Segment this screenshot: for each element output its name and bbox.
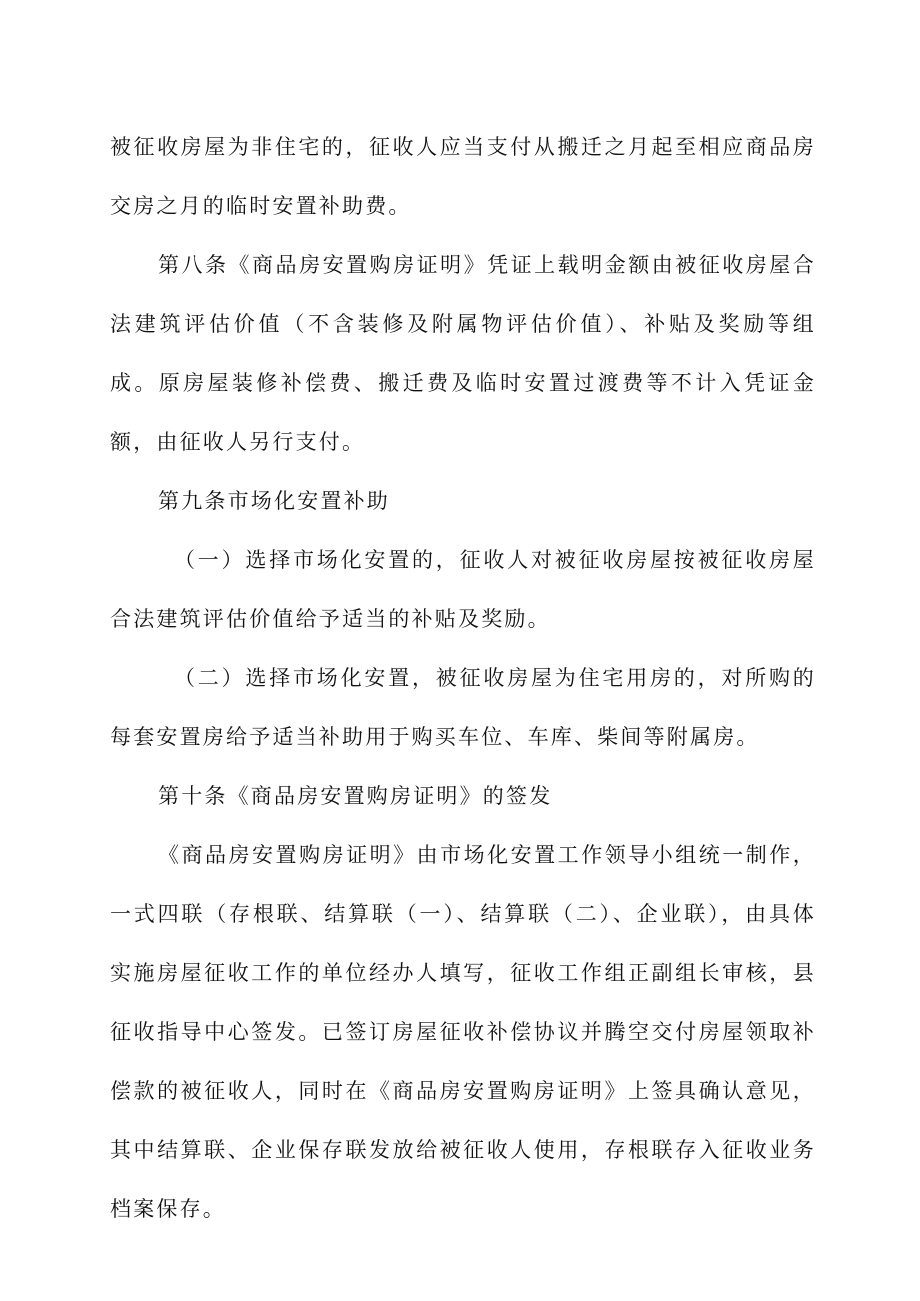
paragraph-article-10-body: 《商品房安置购房证明》由市场化安置工作领导小组统一制作，一式四联（存根联、结算联（一）、结算联（二）、企业联），由具体实施房屋征收工作的单位经办人填写，征收工作组正副组长审核，县征收指导中心签发。已签订房屋征收补偿协议并腾空交付房屋领取补偿款的被征收人，同时在《商品房安置购房证明》上签具确认意见，其中结算联、企业保存联发放给被征收人使用，存根联存入征收业务档案保存。	[110, 843, 816, 1221]
paragraph-article-9-item-1: （一）选择市场化安置的，征收人对被征收房屋按被征收房屋合法建筑评估价值给予适当的补贴及奖励。	[110, 548, 816, 631]
paragraph-article-9-item-2: （二）选择市场化安置，被征收房屋为住宅用房的，对所购的每套安置房给予适当补助用于购买车位、车库、柴间等附属房。	[110, 666, 816, 749]
paragraph-article-8: 第八条《商品房安置购房证明》凭证上载明金额由被征收房屋合法建筑评估价值（不含装修及附属物评估价值）、补贴及奖励等组成。原房屋装修补偿费、搬迁费及临时安置过渡费等不计入凭证金额，由征收人另行支付。	[110, 253, 816, 454]
heading-article-9: 第九条市场化安置补助	[158, 489, 390, 513]
heading-article-10: 第十条《商品房安置购房证明》的签发	[158, 784, 553, 808]
paragraph-continuation: 被征收房屋为非住宅的，征收人应当支付从搬迁之月起至相应商品房交房之月的临时安置补助费。	[110, 135, 816, 218]
document-body	[110, 118, 816, 1239]
